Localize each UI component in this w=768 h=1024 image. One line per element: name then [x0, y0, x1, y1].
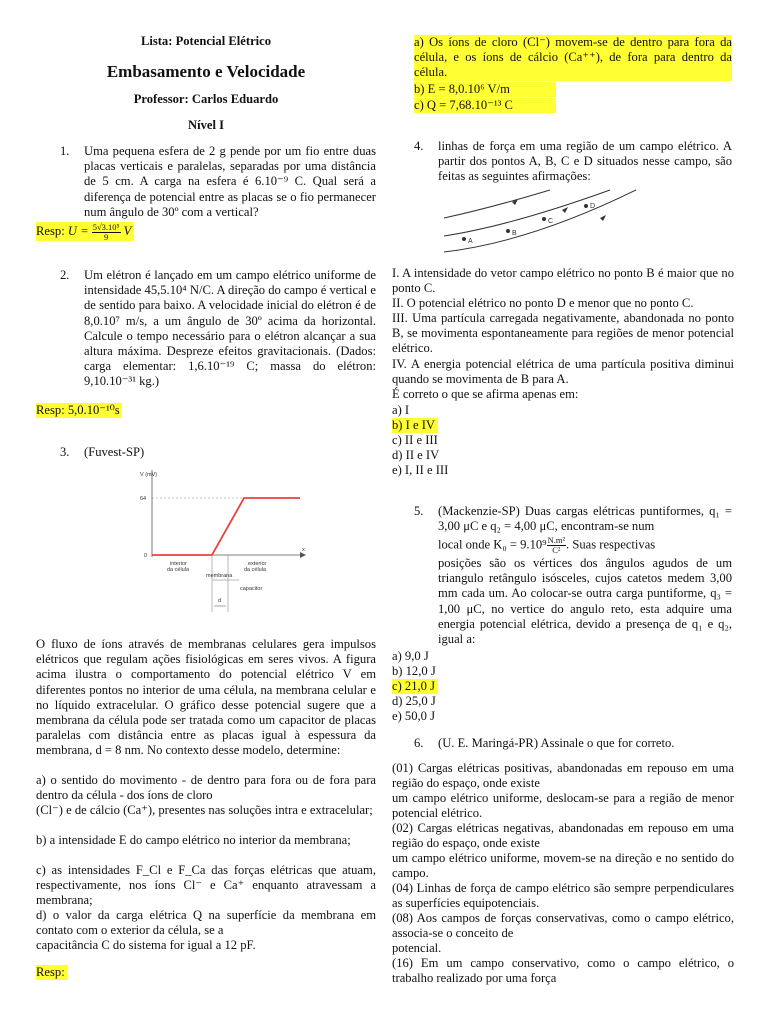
- point-a: [462, 237, 466, 241]
- q3-item-b: b) a intensidade E do campo elétrico no interior da membrana;: [36, 833, 351, 847]
- q4-option-a: a) I: [392, 403, 410, 417]
- graph-label-interior-1: interior: [170, 561, 187, 567]
- q3-item-c: c) as intensidades F_Cl e F_Ca das forças elétricas que atuam, respectivamente, nos íons Cl⁻ e Ca⁺ enquanto atravessam a membrana;: [36, 863, 376, 908]
- q1-answer-var: U =: [67, 224, 89, 238]
- field-arrow-1: [600, 215, 606, 221]
- point-b: [506, 229, 510, 233]
- point-d-label: D: [590, 203, 596, 210]
- graph-label-capacitor: capacitor: [240, 586, 263, 592]
- q5-text-2a: local onde K₀ = 9.10⁹: [438, 537, 547, 552]
- point-d: [584, 204, 588, 208]
- q1-answer: [36, 222, 134, 241]
- graph-tick-0: 0: [144, 553, 148, 559]
- q6-item-04: (04) Linhas de força de campo elétrico são sempre perpendiculares as superfícies equipotenciais.: [392, 881, 734, 911]
- q6-number: 6.: [414, 736, 424, 750]
- field-lines-figure: [440, 186, 640, 258]
- q6-item-02b: um campo elétrico uniforme, movem-se na direção e no sentido do campo.: [392, 851, 734, 881]
- q5-k-denominator: C²: [552, 545, 561, 555]
- potential-graph: [120, 462, 340, 622]
- q5-option-a: a) 9,0 J: [392, 649, 429, 663]
- q3-item-a-1: a) o sentido do movimento - de dentro para fora ou de fora para dentro da célula - dos íons de cloro: [36, 773, 376, 803]
- q5-text-2: [438, 536, 732, 555]
- q6-item-16: (16) Em um campo conservativo, como o campo elétrico, o trabalho realizado por uma força: [392, 956, 734, 986]
- q1-answer-fraction: [92, 223, 121, 242]
- field-line-1: [444, 190, 636, 252]
- q4-statement-2: II. O potencial elétrico no ponto D e menor que no ponto C.: [392, 296, 694, 310]
- q6-item-01a: (01) Cargas elétricas positivas, abandonadas em repouso em uma região do espaço, onde existe: [392, 761, 734, 791]
- level-title: Nível I: [187, 118, 225, 132]
- field-arrow-2: [562, 207, 568, 213]
- q4-statement-3: III. Uma partícula carregada negativamente, abandonada no ponto B, se movimenta espontaneamente para regiões de menor potencial elétrico.: [392, 311, 734, 356]
- q1-answer-prefix: Resp:: [36, 224, 65, 238]
- point-c: [542, 217, 546, 221]
- q3-answer-b: b) E = 8,0.10⁶ V/m: [414, 82, 556, 97]
- q1-answer-denominator: 9: [104, 231, 109, 242]
- q4-statement-1: I. A intensidade do vetor campo elétrico no ponto B é maior que no ponto C.: [392, 266, 734, 296]
- q4-option-c: c) II e III: [392, 433, 438, 447]
- q5-option-c: c) 21,0 J: [392, 679, 438, 694]
- main-title: Embasamento e Velocidade: [106, 62, 306, 81]
- q4-statement-4: IV. A energia potencial elétrica de uma partícula positiva diminui quando se movimenta de B para A.: [392, 357, 734, 387]
- graph-label-exterior-2: da célula: [244, 567, 267, 573]
- q6-text: (U. E. Maringá-PR) Assinale o que for correto.: [438, 736, 675, 750]
- q5-text-1: (Mackenzie-SP) Duas cargas elétricas puntiformes, q₁ = 3,00 μC e q₂ = 4,00 μC, encontram-se num: [438, 504, 732, 534]
- q5-text-3: posições são os vértices dos ângulos agudos de um triangulo retângulo isósceles, cujos catetos medem 3,00 mm cada um. Ao colocar-se outra carga puntiforme, q₃ = 1,00 μC, no vertice do angulo reto, esta adquire uma energia potencial elétrica, devido a presença de q₁ e q₂, igual a:: [438, 556, 732, 647]
- graph-label-interior-2: da célula: [167, 567, 190, 573]
- q2-number: 2.: [60, 268, 70, 282]
- q1-answer-unit: V: [123, 224, 132, 238]
- q5-option-d: d) 25,0 J: [392, 694, 436, 708]
- q1-text: Uma pequena esfera de 2 g pende por um fio entre duas placas verticais e paralelas, separadas por uma distância de 5 cm. A carga na esfera é 6.10⁻⁹ C. Qual será a diferença de potencial entre as placas se o fio permanecer num ângulo de 30º com a vertical?: [84, 144, 376, 219]
- q5-text-2b: . Suas respectivas: [566, 537, 656, 552]
- q3-item-d-1: d) o valor da carga elétrica Q na superfície da membrana em contato com o exterior da célula, se a: [36, 908, 376, 938]
- q4-option-b: b) I e IV: [392, 418, 438, 433]
- graph-label-exterior-1: exterior: [248, 561, 267, 567]
- q3-source: (Fuvest-SP): [84, 445, 145, 459]
- q6-item-08a: (08) Aos campos de forças conservativas, como o campo elétrico, associa-se o conceito de: [392, 911, 734, 941]
- q3-item-d-2: capacitância C do sistema for igual a 12 pF.: [36, 938, 256, 952]
- q5-k-numerator: N.m²: [547, 535, 566, 545]
- q1-answer-numerator: 5√3.10⁵: [92, 221, 120, 232]
- q6-item-02a: (02) Cargas elétricas negativas, abandonadas em repouso em uma região do espaço, onde existe: [392, 821, 734, 851]
- point-b-label: B: [512, 230, 517, 237]
- graph-label-membrana: membrana: [206, 573, 233, 579]
- graph-label-d: d: [218, 598, 222, 604]
- q4-option-e: e) I, II e III: [392, 463, 449, 477]
- q3-paragraph: O fluxo de íons através de membranas celulares gera impulsos elétricos que regulam ações fisiológicas em seres vivos. A figura acima ilustra o comportamento do potencial elétrico V em diferentes pontos no interior de uma célula, na membrana celular e no líquido extracelular. O gráfico desse potencial sugere que a membrana da célula pode ser tratada como um capacitor de placas paralelas com distância entre as placas igual à espessura da membrana, d = 8 nm. No contexto desse modelo, determine:: [36, 637, 376, 758]
- q1-number: 1.: [60, 144, 70, 158]
- q4-number: 4.: [414, 139, 424, 153]
- q5-number: 5.: [414, 504, 424, 518]
- q6-item-08b: potencial.: [392, 941, 442, 955]
- q3-answer-label: Resp:: [36, 965, 65, 979]
- q5-option-b: b) 12,0 J: [392, 664, 436, 678]
- list-title: Lista: Potencial Elétrico: [140, 34, 272, 48]
- q2-text: Um elétron é lançado em um campo elétrico uniforme de intensidade 45,5.10⁴ N/C. A direção do campo é vertical e de sentido para baixo. A velocidade inicial do elétron é de 8,0.10⁷ m/s, a um ângulo de 30º acima da horizontal. Calcule o tempo necessário para o elétron alcançar a sua altura máxima. Despreze efeitos gravitacionais. (Dados: carga elementar: 1,6.10⁻¹⁹ C; massa do elétron: 9,10.10⁻³¹ kg.): [84, 268, 376, 389]
- point-c-label: C: [548, 218, 554, 225]
- q3-answer-c: c) Q = 7,68.10⁻¹³ C: [414, 98, 556, 113]
- q5-k-unit: [547, 536, 566, 555]
- point-a-label: A: [468, 238, 473, 245]
- q4-question: É correto o que se afirma apenas em:: [392, 387, 579, 401]
- field-line-3: [444, 190, 550, 218]
- graph-ylabel: V (mV): [140, 472, 158, 478]
- q4-text: linhas de força em uma região de um campo elétrico. A partir dos pontos A, B, C e D situados nesse campo, são feitas as seguintes afirmações:: [438, 139, 732, 184]
- q4-option-d: d) II e IV: [392, 448, 440, 462]
- q6-item-01b: um campo elétrico uniforme, deslocam-se para a região de menor potencial elétrico.: [392, 791, 734, 821]
- q5-option-e: e) 50,0 J: [392, 709, 436, 723]
- graph-potential-line: [152, 498, 300, 555]
- graph-x-label: x: [302, 547, 305, 553]
- q3-item-a-2: (Cl⁻) e de cálcio (Ca⁺), presentes nas soluções intra e extracelular;: [36, 803, 373, 817]
- graph-tick-64: 64: [140, 496, 147, 502]
- professor-name: Professor: Carlos Eduardo: [133, 92, 279, 106]
- q3-answer-a: a) Os íons de cloro (Cl⁻) movem-se de dentro para fora da célula, e os íons de cálcio (Ca⁺⁺), de fora para dentro da célula.: [414, 35, 732, 80]
- q2-answer: Resp: 5,0.10⁻¹⁰s: [36, 403, 120, 417]
- q3-number: 3.: [60, 445, 70, 459]
